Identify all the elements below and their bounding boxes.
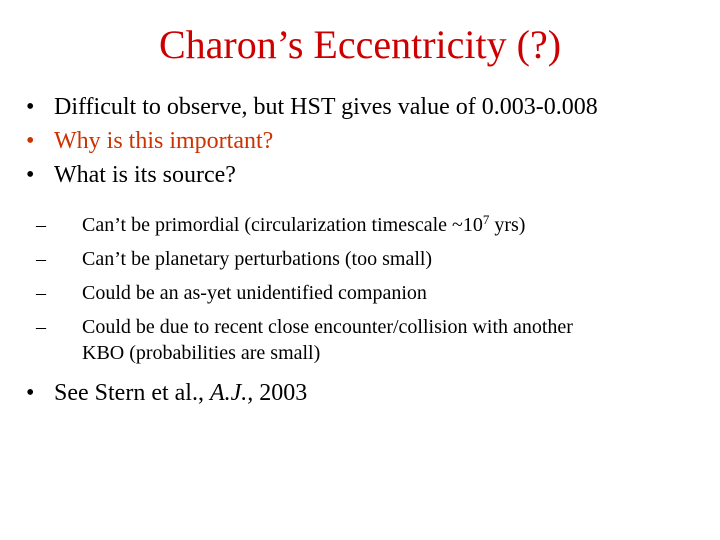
bullet-text: What is its source? <box>54 162 236 188</box>
sub-bullet-item <box>26 208 706 242</box>
sub-bullet-continuation: KBO (probabilities are small) <box>82 342 321 364</box>
bullet-text: Difficult to observe, but HST gives value of 0.003-0.008 <box>54 94 598 120</box>
bullet-marker: • <box>26 94 35 120</box>
sub-bullet-text: Can’t be primordial (circularization timescale ~10 <box>82 214 483 236</box>
sub-bullet-marker: – <box>36 282 46 304</box>
sub-bullet-text-end: yrs) <box>489 214 526 236</box>
bullet-item <box>26 158 706 192</box>
reference-year: 2003 <box>253 380 308 406</box>
sub-bullet-text: Could be an as-yet unidentified companion <box>82 282 427 304</box>
slide-title: Charon’s Eccentricity (?) <box>158 22 562 67</box>
sub-bullet-text: Can’t be planetary perturbations (too small) <box>82 248 433 270</box>
bullet-marker: • <box>26 162 35 188</box>
sub-bullet-list <box>26 208 706 366</box>
sub-bullet-marker: – <box>36 214 46 236</box>
sub-bullet-marker: – <box>36 316 46 338</box>
sub-bullet-item <box>26 276 706 310</box>
bullet-item <box>26 90 706 124</box>
reference-journal: A.J., <box>209 380 254 406</box>
sub-bullet-item <box>26 310 706 366</box>
sub-bullet-text: Could be due to recent close encounter/collision with another <box>82 316 573 338</box>
bullet-text: Why is this important? <box>54 128 274 154</box>
sub-bullet-item <box>26 242 706 276</box>
bullet-item-highlighted <box>26 124 706 158</box>
exponent: 7 <box>482 212 490 227</box>
reference-prefix: See Stern et al., <box>54 380 210 406</box>
sub-bullet-marker: – <box>36 248 46 270</box>
reference-bullet <box>26 376 706 410</box>
bullet-marker: • <box>26 380 35 406</box>
bullet-marker: • <box>26 128 35 154</box>
bullet-list <box>26 90 706 410</box>
